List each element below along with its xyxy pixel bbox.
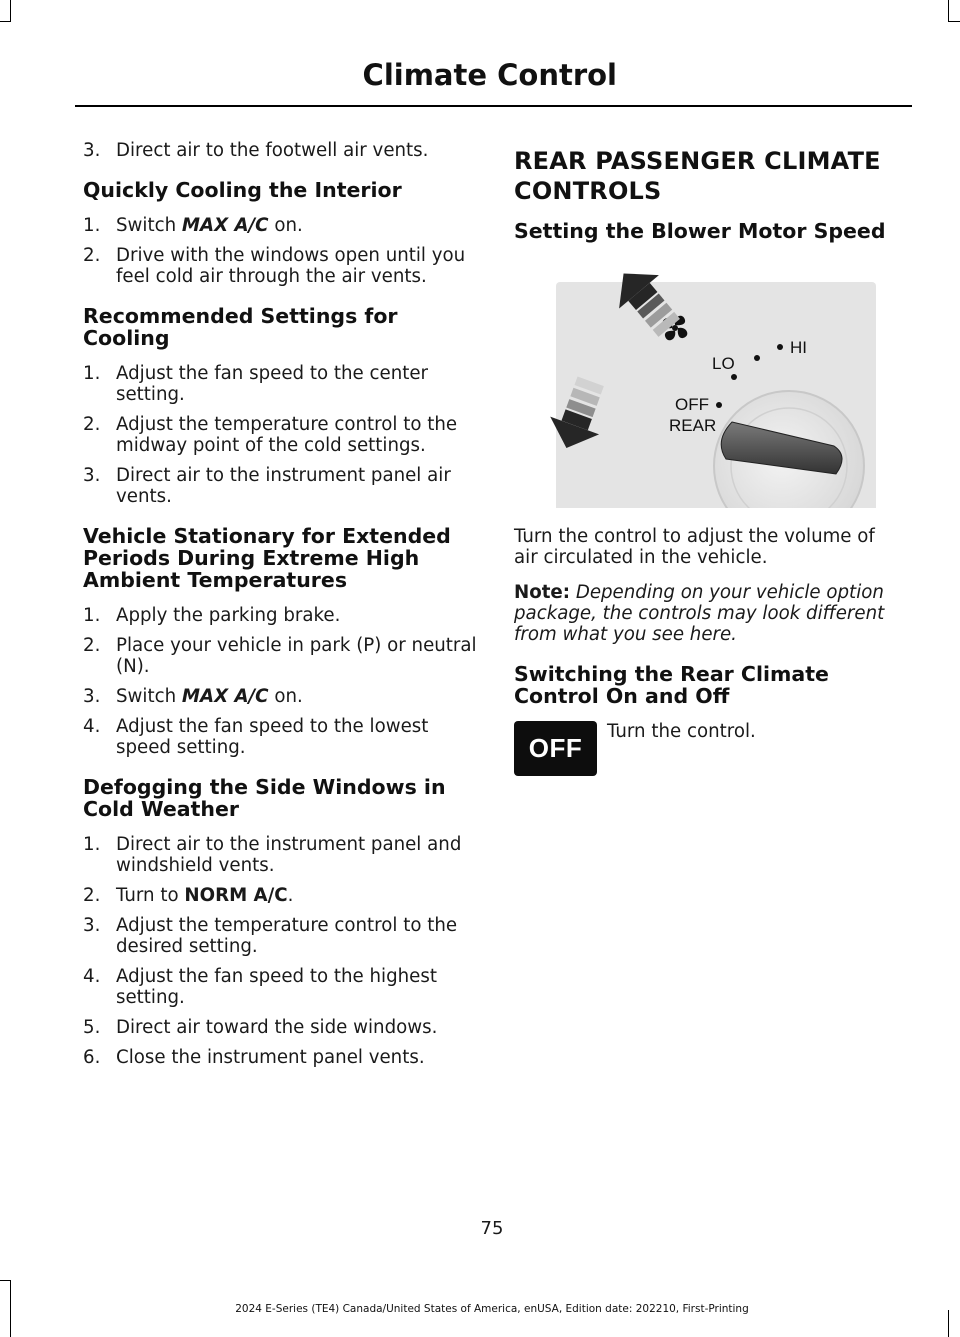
list-item xyxy=(83,605,478,626)
step-text: Direct air to the footwell air vents. xyxy=(116,140,429,161)
step-number: 2. xyxy=(83,414,101,435)
step-number: 1. xyxy=(83,363,101,384)
step-number: 5. xyxy=(83,1017,101,1038)
fan-speed-label-hi: HI xyxy=(790,338,807,357)
step-number: 2. xyxy=(83,245,101,266)
indicator-dot-lo-2 xyxy=(754,355,760,361)
off-icon: OFF xyxy=(514,721,597,776)
step-number: 1. xyxy=(83,605,101,626)
list-item xyxy=(83,834,478,876)
note-text: Depending on your vehicle option package, the controls may look different from what you see here. xyxy=(514,582,885,645)
step-text: Direct air to the instrument panel and windshield vents. xyxy=(116,834,462,876)
list-item xyxy=(83,363,478,405)
list-item xyxy=(83,885,478,906)
step-number: 1. xyxy=(83,215,101,236)
step-text: Place your vehicle in park (P) or neutral (N). xyxy=(116,635,477,677)
off-instruction-text: Turn the control. xyxy=(607,721,756,742)
crop-mark xyxy=(0,1280,11,1281)
section-heading: Recommended Settings for Cooling xyxy=(83,304,398,350)
fan-speed-label-rear: REAR xyxy=(669,416,717,435)
step-text: Direct air toward the side windows. xyxy=(116,1017,438,1038)
step-number: 1. xyxy=(83,834,101,855)
list-item xyxy=(83,966,478,1008)
step-number: 3. xyxy=(83,140,101,161)
step-number: 6. xyxy=(83,1047,101,1068)
control-name: MAX A/C xyxy=(181,215,269,236)
list-item xyxy=(83,465,478,507)
step-number: 4. xyxy=(83,716,101,737)
step-text: Switch xyxy=(116,215,182,236)
step-text: Adjust the fan speed to the center setting. xyxy=(116,363,429,405)
step-text: Apply the parking brake. xyxy=(116,605,341,626)
list-item xyxy=(83,635,478,677)
blower-description: Turn the control to adjust the volume of air circulated in the vehicle. xyxy=(514,526,875,568)
crop-mark xyxy=(948,21,960,22)
section-heading: Switching the Rear Climate Control On and Off xyxy=(514,662,829,708)
control-name: MAX A/C xyxy=(181,686,269,707)
page-number: 75 xyxy=(480,1218,504,1239)
step-text: Adjust the fan speed to the lowest speed setting. xyxy=(116,716,429,758)
step-text: Drive with the windows open until you feel cold air through the air vents. xyxy=(116,245,466,287)
blower-control-illustration xyxy=(514,256,890,508)
section-heading: Vehicle Stationary for Extended Periods During Extreme High Ambient Temperatures xyxy=(83,524,451,592)
section-heading: Defogging the Side Windows in Cold Weather xyxy=(83,775,446,821)
edition-footer: 2024 E-Series (TE4) Canada/United States of America, enUSA, Edition date: 202210, First-Printing xyxy=(235,1303,749,1315)
section-title: REAR PASSENGER CLIMATE CONTROLS xyxy=(514,147,881,205)
list-item xyxy=(83,245,478,287)
step-text: on. xyxy=(268,686,303,707)
indicator-dot-lo-1 xyxy=(731,374,737,380)
step-text: . xyxy=(287,885,294,906)
step-text: Adjust the fan speed to the highest setting. xyxy=(116,966,437,1008)
note-label: Note: xyxy=(514,582,571,603)
page-header-title: Climate Control xyxy=(362,58,617,92)
crop-mark xyxy=(0,21,11,22)
step-number: 2. xyxy=(83,885,101,906)
crop-mark xyxy=(948,0,949,22)
off-instruction xyxy=(514,721,894,791)
step-text: Switch xyxy=(116,686,182,707)
list-item xyxy=(83,414,478,456)
step-number: 3. xyxy=(83,686,101,707)
step-text: Direct air to the instrument panel air vents. xyxy=(116,465,451,507)
step-text: on. xyxy=(268,215,303,236)
crop-mark xyxy=(10,0,11,22)
note-paragraph xyxy=(514,582,894,645)
step-number: 3. xyxy=(83,465,101,486)
list-item xyxy=(83,140,478,161)
step-text: Adjust the temperature control to the desired setting. xyxy=(116,915,458,957)
step-text: Adjust the temperature control to the midway point of the cold settings. xyxy=(116,414,458,456)
section-heading: Setting the Blower Motor Speed xyxy=(514,219,886,243)
indicator-dot-hi xyxy=(777,344,783,350)
illustration-graphic xyxy=(514,256,890,508)
list-item xyxy=(83,915,478,957)
step-number: 3. xyxy=(83,915,101,936)
list-item xyxy=(83,716,478,758)
step-text: Turn to xyxy=(116,885,185,906)
header-rule xyxy=(75,105,912,107)
list-item xyxy=(83,1017,478,1038)
section-heading: Quickly Cooling the Interior xyxy=(83,178,402,202)
left-column xyxy=(83,140,478,1077)
list-item xyxy=(83,215,478,236)
step-number: 4. xyxy=(83,966,101,987)
fan-speed-label-lo: LO xyxy=(712,354,735,373)
right-column xyxy=(514,140,894,791)
list-item xyxy=(83,686,478,707)
control-name: NORM A/C xyxy=(184,885,288,906)
step-number: 2. xyxy=(83,635,101,656)
step-text: Close the instrument panel vents. xyxy=(116,1047,425,1068)
fan-speed-label-off: OFF xyxy=(675,395,709,414)
indicator-dot-off xyxy=(716,402,722,408)
list-item xyxy=(83,1047,478,1068)
